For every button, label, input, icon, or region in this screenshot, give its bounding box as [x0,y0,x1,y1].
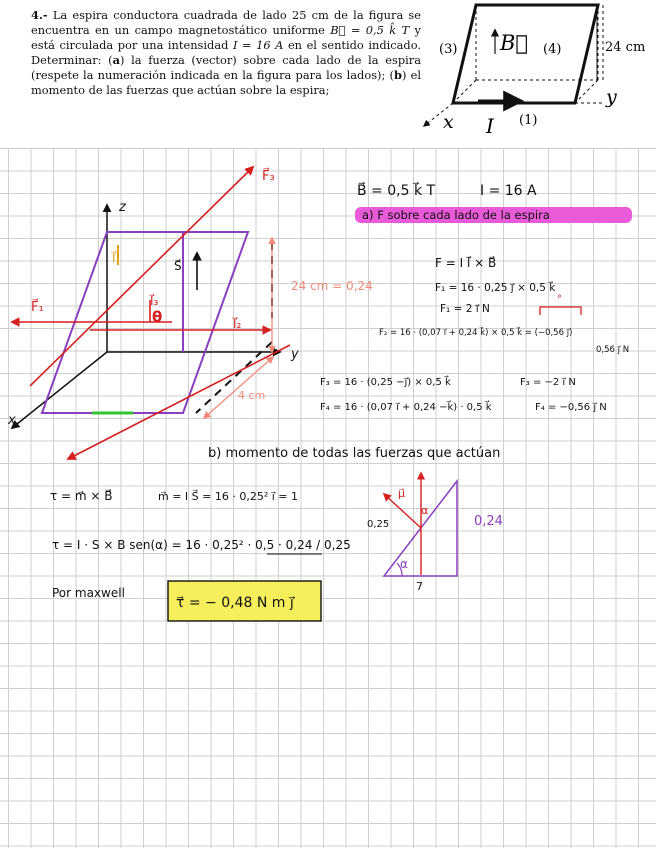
moment-calc: m⃗ = I S⃗ = 16 · 0,25² i⃗ = 1 [158,490,299,503]
red-bracket [540,307,581,315]
force-lines [12,167,290,459]
torque-definition: τ = m⃗ × B⃗ [50,489,113,503]
dimension-4cm-arrow [204,357,273,418]
final-answer: τ⃗ = − 0,48 N m j⃗ [176,595,294,611]
printed-side3: (3) [439,42,458,57]
label-f3: F⃗₃ [262,169,275,184]
f2-calc: F₂ = 16 · (0,07 i⃗ + 0,24 k⃗) × 0,5 k⃗ = (−0,56 j⃗) [379,328,573,338]
printed-height-label: 24 cm [605,40,646,55]
printed-side4: (4) [543,42,562,57]
problem-text-3: en el sentido indicado. Determinar: ( [31,38,421,67]
f3-calc: F₃ = 16 · (0,25 −j⃗) × 0,5 k⃗ [320,377,451,388]
f4-calc: F₄ = 16 · (0,07 i⃗ + 0,24 −k⃗) · 0,5 k⃗ [320,402,492,413]
label-axis-x: x [8,413,16,428]
tri-label-024: 0,24 [474,514,503,529]
current-expression: I = 16 A [232,38,284,52]
label-axis-y: y [291,347,299,362]
f3-result: F₃ = −2 i⃗ N [520,377,576,388]
force-formula: F = I l⃗ × B⃗ [435,256,497,270]
f2-result: 0,56 j⃗ N [596,345,630,355]
f1-calc: F₁ = 16 · 0,25 j⃗ × 0,5 k⃗ [435,282,556,294]
label-4cm: 4 cm [238,389,266,402]
printed-side1: (1) [519,113,538,128]
label-s: S⃗ [174,259,182,273]
field-expression: B⃗ = 0,5 k̂ T [330,23,410,37]
part-b-letter: b [394,68,402,82]
tri-label-7: 7 [416,580,423,593]
printed-y-label: y [606,86,617,108]
torque-calc: τ = I · S × B sen(α) = 16 · 0,25² · 0,5 · 0,24 / 0,25 [52,538,351,552]
label-orange: I⃗ [112,251,116,265]
printed-x-label: x [443,111,454,133]
data-b-field: B⃗ = 0,5 k⃗ T [357,183,436,199]
label-f1: F⃗₁ [31,300,44,315]
highlight-part-a: a) F sobre cada lado de la espira [362,208,550,222]
part-b-heading: b) momento de todas las fuerzas que actúan [208,446,501,461]
maxwell-label: Por maxwell [52,586,125,600]
label-theta: θ [152,308,163,326]
f4-result: F₄ = −0,56 j⃗ N [535,402,607,413]
data-current: I = 16 A [480,183,537,199]
problem-text-4: ) la fuerza (vector) sobre cada lado de la espira (respete la numeración indicada en la figura para los lados); ( [31,53,421,82]
tri-label-mu: μ⃗ [398,487,405,500]
angle-triangle [384,473,457,576]
label-axis-z: z [119,200,126,215]
f1-result: F₁ = 2 i⃗ N [440,303,490,315]
part-a-letter: a [112,53,120,67]
problem-text-5: ) el momento de las fuerzas que actúan sobre la espira; [31,68,422,97]
tri-label-025: 0,25 [367,519,390,530]
tri-label-alpha-top: α [421,504,429,517]
printed-b-label: B⃗ [500,31,529,55]
problem-text-1: La espira conductora cuadrada de lado 25 cm de la figura se encuentra en un campo magnetostático uniforme [31,8,421,37]
label-24cm: 24 cm = 0,24 [291,279,373,293]
label-i2: I⃗₂ [233,317,242,331]
printed-current-label: I [486,114,494,138]
red-bracket-mark: ° [557,294,562,305]
problem-text-2: y está circulada por una intensidad [31,23,421,52]
label-i3: I⃗₃ [150,294,159,308]
tri-label-alpha: α [400,557,408,571]
problem-number: 4.- [31,8,48,22]
